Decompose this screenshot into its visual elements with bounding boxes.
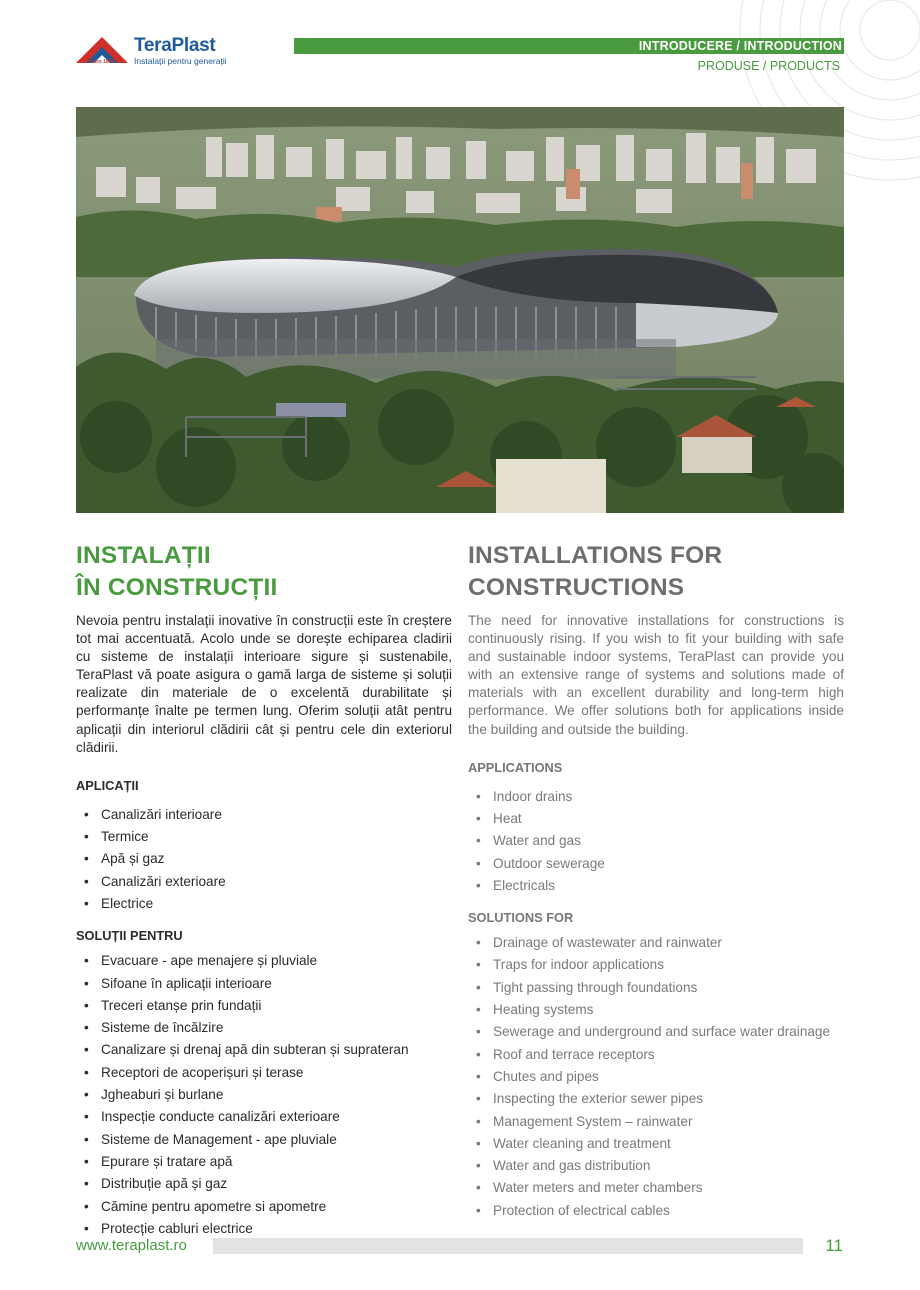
- list-item: • Jgheaburi și burlane: [76, 1084, 452, 1106]
- en-solutions-heading: SOLUTIONS FOR: [468, 910, 574, 926]
- en-title-line1: INSTALLATIONS FOR: [468, 542, 723, 569]
- section-title: INTRODUCERE / INTRODUCTION: [638, 39, 842, 53]
- en-title-line2: CONSTRUCTIONS: [468, 574, 685, 601]
- list-item: • Outdoor sewerage: [468, 853, 844, 875]
- section-subtitle: PRODUSE / PRODUCTS: [697, 59, 840, 73]
- stadium-photo: [76, 107, 844, 513]
- ro-solutions-list: [76, 950, 452, 1240]
- list-item: • Epurare și tratare apă: [76, 1151, 452, 1173]
- list-item: • Inspecție conducte canalizări exterioare: [76, 1106, 452, 1128]
- list-item: • Apă și gaz: [76, 848, 452, 870]
- list-item: • Inspecting the exterior sewer pipes: [468, 1088, 844, 1110]
- list-item: • Distribuție apă și gaz: [76, 1173, 452, 1195]
- page-number: 11: [825, 1236, 843, 1255]
- en-title: [468, 540, 844, 604]
- list-item: • Protecție cabluri electrice: [76, 1218, 452, 1240]
- list-item: • Indoor drains: [468, 786, 844, 808]
- en-intro-paragraph: The need for innovative installations for constructions is continuously rising. If you wish to fit your building with safe and sustainable indoor systems, TeraPlast can provide you with an extensive range of systems and solutions made of materials with an excellent durability and long-term high performance. We offer solutions both for applications inside the building and outside the building.: [468, 613, 844, 737]
- ro-title-line2: ÎN CONSTRUCȚII: [76, 574, 278, 601]
- list-item: • Evacuare - ape menajere și pluviale: [76, 950, 452, 972]
- list-item: • Tight passing through foundations: [468, 977, 844, 999]
- ro-applications-list: [76, 804, 452, 915]
- en-applications-list: [468, 786, 844, 897]
- list-item: • Canalizări exterioare: [76, 871, 452, 893]
- ro-solutions-heading: SOLUȚII PENTRU: [76, 928, 183, 944]
- list-item: • Sisteme de încălzire: [76, 1017, 452, 1039]
- list-item: • Heating systems: [468, 999, 844, 1021]
- list-item: • Sifoane în aplicații interioare: [76, 973, 452, 995]
- ro-title: [76, 540, 452, 604]
- list-item: • Sewerage and underground and surface water drainage: [468, 1021, 844, 1043]
- en-applications-heading: APPLICATIONS: [468, 759, 563, 775]
- list-item: • Electrice: [76, 893, 452, 915]
- list-item: • Traps for indoor applications: [468, 954, 844, 976]
- list-item: • Cămine pentru apometre si apometre: [76, 1196, 452, 1218]
- list-item: • Chutes and pipes: [468, 1066, 844, 1088]
- stadium-photo-icon: [76, 107, 844, 513]
- english-column: [468, 540, 844, 1222]
- list-item: • Canalizări interioare: [76, 804, 452, 826]
- brand-tagline: Instalații pentru generații: [134, 56, 227, 67]
- list-item: • Roof and terrace receptors: [468, 1044, 844, 1066]
- teraplast-logo[interactable]: [76, 34, 241, 68]
- list-item: • Sisteme de Management - ape pluviale: [76, 1129, 452, 1151]
- list-item: • Treceri etanșe prin fundații: [76, 995, 452, 1017]
- brand-name: TeraPlast: [134, 35, 216, 57]
- brand-since: since 1896: [89, 59, 115, 65]
- list-item: • Termice: [76, 826, 452, 848]
- list-item: • Drainage of wastewater and rainwater: [468, 932, 844, 954]
- ro-applications-heading: APLICAȚII: [76, 777, 139, 793]
- list-item: • Water and gas: [468, 830, 844, 852]
- ro-intro-paragraph: Nevoia pentru instalații inovative în construcții este în creștere tot mai accentuată. Acolo unde se dorește echiparea cladirii cu sisteme de instalații interioare sigure și sustenabile, TeraPlast vă poate asigura o gamă larga de sisteme și soluții realizate din materiale de o excelentă durabilitate și performanțe înalte pe termen lung. Oferim soluții atât pentru aplicații din interiorul clădirii cât și pentru cele din exteriorul clădirii.: [76, 613, 452, 755]
- list-item: • Water cleaning and treatment: [468, 1133, 844, 1155]
- romanian-column: [76, 540, 452, 1240]
- ro-title-line1: INSTALAȚII: [76, 542, 211, 569]
- list-item: • Receptori de acoperișuri și terase: [76, 1062, 452, 1084]
- footer-bar: [213, 1238, 803, 1254]
- list-item: • Water meters and meter chambers: [468, 1177, 844, 1199]
- list-item: • Protection of electrical cables: [468, 1200, 844, 1222]
- list-item: • Management System – rainwater: [468, 1111, 844, 1133]
- footer-website-link[interactable]: www.teraplast.ro: [76, 1237, 187, 1254]
- list-item: • Canalizare și drenaj apă din subteran și suprateran: [76, 1039, 452, 1061]
- en-solutions-list: [468, 932, 844, 1222]
- list-item: • Water and gas distribution: [468, 1155, 844, 1177]
- list-item: • Electricals: [468, 875, 844, 897]
- list-item: • Heat: [468, 808, 844, 830]
